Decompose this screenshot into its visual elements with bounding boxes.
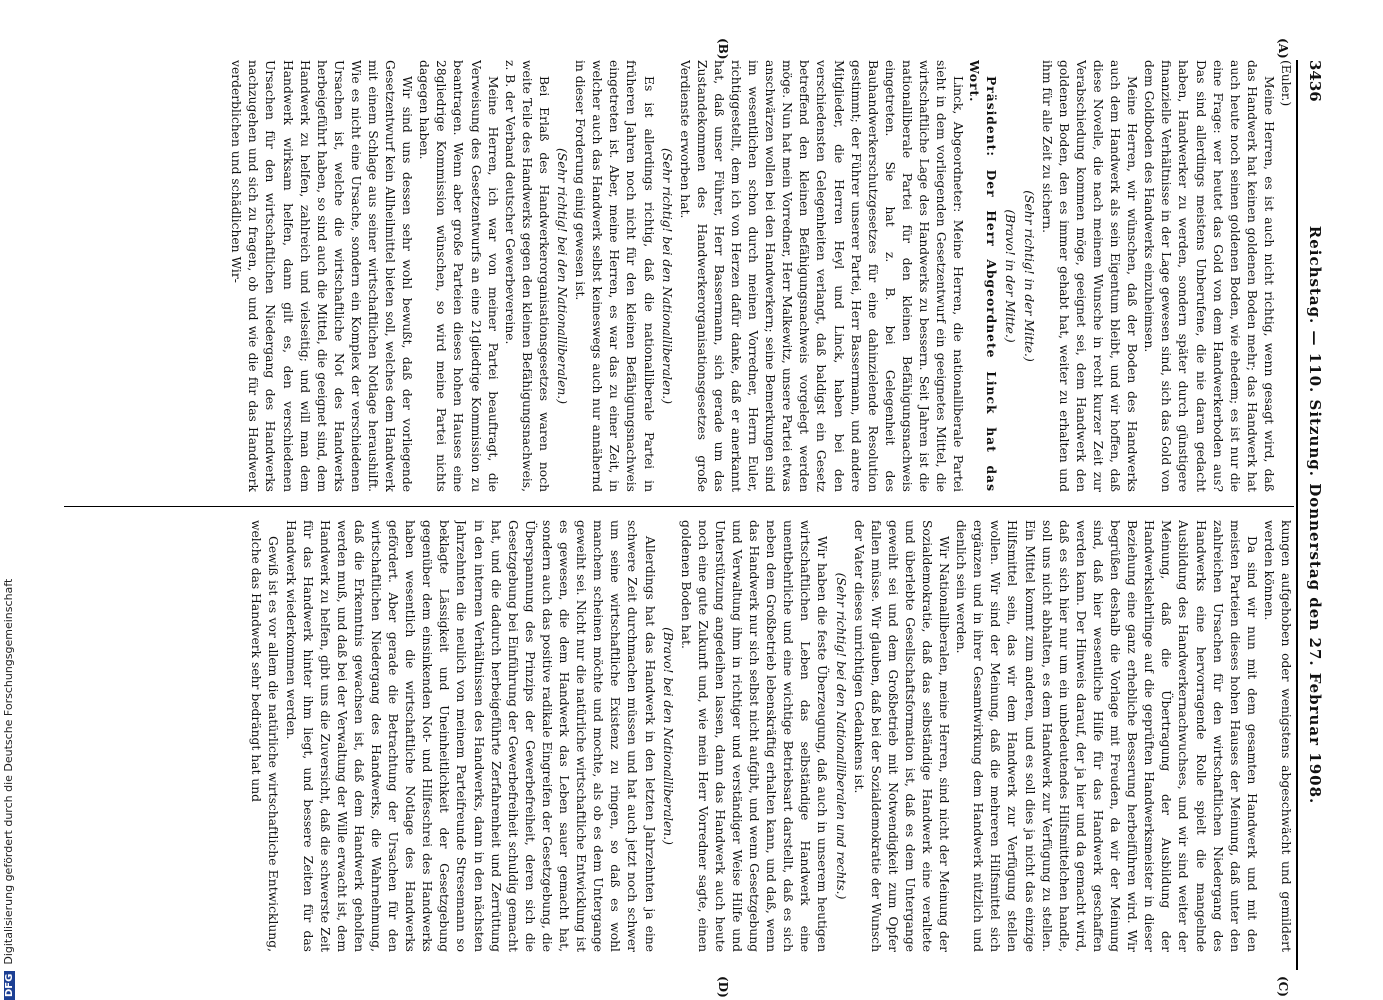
paragraph: Bei Erlaß des Handwerkerorganisationsgesetzes waren noch weite Teile des Handwerks gegen den kleinen Befähigungsnachweis, z. B. der Verband deutscher Gewerbevereine. — [502, 60, 551, 492]
column-rule — [64, 506, 1294, 507]
paragraph: Wir haben die feste Überzeugung, daß auch in unserem heutigen wirtschaftlichen Leben das selbständige Handwerk eine unentbehrliche und eine wichtige Betriebsart darstellt, daß es sich neben dem Großbetrieb lebenskräftig erhalten kann, und daß, wenn das Handwerk nur sich selbst nicht aufgibt, und wenn Gesetzgebung und Verwaltung ihm in richtiger und verständiger Weise Hilfe und Unterstützung angedeihen lassen, dann das Handwerk auch heute noch eine gute Zukunft und, wie mein Herr Vorredner sagte, einen goldenen Boden hat. — [678, 520, 830, 952]
funding-footer — [2, 0, 22, 1000]
funding-note: Digitalisierung gefördert durch die Deutsche Forschungsgemeinschaft — [2, 578, 15, 965]
paragraph: Linck, Abgeordneter: Meine Herren, die nationalliberale Partei sieht in dem vorliegenden Gesetzentwurf ein geeignetes Mittel, die wirtschaftliche Lage des Handwerks zu bessern. Seit Jahren ist die nationalliberale Partei für den kleinen Befähigungsnachweis eingetreten. Sie hat z. B. bei Gelegenheit des Bauhandwerkerschutzgesetzes für eine dahinzielende Resolution gestimmt; der Führer unserer Partei, Herr Bassermann, und andere Mitglieder, die Herren Heyl und Linck, haben bei den verschiedensten Gelegenheiten verlangt, daß baldigst ein Gesetz betreffend den kleinen Befähigungsnachweis vorgelegt werden möge. Nun hat mein Vorredner, Herr Malkewitz, unsere Partei etwas anschwärzen wollen bei den Handwerkern; seine Bemerkungen sind im wesentlichen schon durch meinen Vorredner, Herrn Euler, richtiggestellt, dem ich von Herzen dafür danke, daß er anerkannt hat, daß unser Führer, Herr Bassermann, sich gerade um das Zustandekommen des Handwerkerorganisationsgesetzes große Verdienste erworben hat. — [677, 60, 966, 492]
stage-direction: (Sehr richtig! bei den Nationalliberalen.) — [659, 147, 674, 404]
paragraph: kungen aufgehoben oder wenigstens abgeschwächt und gemildert werden können. — [1261, 520, 1293, 952]
margin-marker-b: (B) — [716, 38, 730, 60]
paragraph: Allerdings hat das Handwerk in den letzten Jahrzehnten ja eine schwere Zeit durchmachen müssen und hat auch jetzt noch schwer um seine wirtschaftliche Existenz zu ringen, so daß es wohl manchem scheinen möchte und mochte, als ob es dem Untergange geweiht sei. Nicht nur die natürliche wirtschaftliche Entwicklung ist es gewesen, die dem Handwerk das Leben sauer gemacht hat, sondern auch das positive radikale Eingreifen der Gesetzgebung, die Überspannung des Prinzips der Gewerbefreiheit, deren sich die Gesetzgebung bei Einführung der Gewerbefreiheit schuldig gemacht hat, und die dadurch herbeigeführte Zerfahrenheit und Zerrüttung in den internen Verhältnissen des Handwerks, dann in den nächsten Jahrzehnten die neulich von meinem Parteifreunde Stresemann so beklagte Lässigkeit und Uneinheitlichkeit der Gesetzgebung gegenüber dem einsinkenden Not- und Hilfeschrei des Handwerks haben wesentlich die wirtschaftliche Notlage des Handwerks gefördert. Aber gerade die Betrachtung der Ursachen für den wirtschaftlichen Niedergang des Handwerks, die Wahrnehmung, daß die Erkenntnis gewachsen ist, daß dem Handwerk geholfen werden muß, und daß bei der Verwaltung der Wille erwacht ist, dem Handwerk zu helfen, gibt uns die Zuversicht, daß die schwerste Zeit für das Handwerk hinter ihm liegt, und bessere Zeiten für das Handwerk wiederkommen werden. — [283, 520, 657, 952]
right-column — [64, 520, 1294, 952]
paragraph: Es ist allerdings richtig, daß die nationalliberale Partei in früheren Jahren noch nicht für den kleinen Befähigungsnachweis eingetreten ist. Aber, meine Herren, es war das zu einer Zeit, in welcher auch das Handwerk selbst keineswegs auch nur annähernd in dieser Forderung einig gewesen ist. — [573, 60, 656, 492]
paragraph: Wir sind uns dessen sehr wohl bewußt, daß der vorliegende Gesetzentwurf kein Allheilmittel bieten soll, welches dem Handwerk mit einem Schlage aus seiner wirtschaftlichen Notlage heraushilft. Wie es nicht eine Ursache, sondern ein Komplex der verschiedenen Ursachen ist, welche die wirtschaftliche Not des Handwerks herbeigeführt haben, so sind auch die Mittel, die geeignet sind, dem Handwerk zu helfen, zahlreich und vielseitig; und will man dem Handwerk wirksam helfen, dann gilt es, den verschiedenen Ursachen für den wirtschaftlichen Niedergang des Handwerks nachzugehen und sich zu fragen, ob und wie die für das Handwerk verderblichen und schädlichen Wir- — [229, 60, 415, 492]
margin-marker-d: (D) — [716, 976, 730, 998]
header-rule — [1296, 60, 1298, 970]
margin-marker-a: (A) — [1276, 38, 1290, 59]
stage-direction: (Bravo! in der Mitte.) — [1003, 209, 1018, 343]
running-head: Reichstag. — 110. Sitzung. Donnerstag den 27. Februar 1908. — [1306, 225, 1324, 805]
speaker-tag: (Euler.) — [1279, 60, 1293, 107]
paragraph: Gewiß ist es vor allem die natürliche wirtschaftliche Entwicklung, welche das Handwerk sehr bedrängt hat und — [249, 520, 281, 952]
paragraph: Meine Herren, es ist auch nicht richtig, wenn gesagt wird, daß das Handwerk hat keinen goldenen Boden mehr; das Handwerk hat auch heute noch seinen goldenen Boden, wie ehedem; es ist nur die eine Frage: wer heutet das Gold von dem Handwerkerboden aus? Das sind allerdings meistens Unberufene, die nie daran gedacht haben, Handwerker zu werden, sondern später durch günstigere finanzielle Verhältnisse in der Lage gewesen sind, sich das Gold von dem Goldboden des Handwerks einzuheimsen. — [1142, 60, 1276, 492]
page-number: 3436 — [1306, 60, 1324, 102]
footer-strip — [2, 0, 22, 1000]
margin-marker-c: (C) — [1276, 976, 1290, 997]
paragraph: Da sind wir nun mit dem gesamten Handwerk und mit den meisten Parteien dieses hohen Hauses der Meinung, daß unter den zahlreichen Ursachen für den wirtschaftlichen Niedergang des Handwerks eine hervorragende Rolle spielt die mangelnde Ausbildung des Handwerkernachwuchses, und wir sind weiter der Meinung, daß die Übertragung der Ausbildung der Handwerkslehrlinge auf die geprüften Handwerksmeister in dieser Beziehung eine ganz erhebliche Besserung herbeiführen wird. Wir begrüßen deshalb die Vorlage mit Freuden, da wir der Meinung sind, daß hier wesentliche Hilfe für das Handwerk geschaffen werden kann. Der Hinweis darauf, der ja hier und da gemacht wird, daß es sich hier nur um ein unbedeutendes Hilfsmittelchen handle, soll uns nicht abhalten, es dem Handwerk zur Verfügung zu stellen. Ein Mittel kommt zum anderen, und es soll dies ja nicht das einzige Hilfsmittel sein, das wir dem Handwerk zur Verfügung stellen wollen. Wir sind der Meinung, daß die mehreren Hilfsmittel sich ergänzen und in ihrer Gesamtwirkung dem Handwerk nützlich und dienlich sein werden. — [954, 520, 1259, 952]
paragraph: Meine Herren, ich war von meiner Partei beauftragt, die Verweisung des Gesetzentwurfs an eine 21gliedrige Kommission zu beantragen. Wenn aber große Parteien dieses hohen Hauses eine 28gliedrige Kommission wünschen, so wird meine Partei nichts dagegen haben. — [417, 60, 500, 492]
stage-direction: (Sehr richtig! bei den Nationalliberalen.) — [555, 147, 570, 404]
stage-direction: (Bravo! bei den Nationalliberalen.) — [660, 627, 675, 845]
stage-direction: (Sehr richtig! bei den Nationalliberalen und rechts.) — [833, 572, 848, 900]
dfg-logo: DFG — [4, 971, 15, 1000]
rotated-document-page — [50, 38, 1330, 998]
paragraph: Meine Herren, wir wünschen, daß der Boden des Handwerks auch dem Handwerk als sein Eigentum bleibt, und wir hoffen, daß diese Novelle, die nach meinem Wunsche in recht kurzer Zeit zur Verabschiedung kommen möge, geeignet sei, dem Handwerk den goldenen Boden, den es immer gehabt hat, weiter zu erhalten und ihm für alle Zeit zu sichern. — [1039, 60, 1140, 492]
page-header — [1300, 60, 1330, 970]
president-statement: Präsident: Der Herr Abgeordnete Linck hat das Wort. — [967, 60, 1000, 492]
left-column — [64, 60, 1294, 492]
stage-direction: (Sehr richtig! in der Mitte.) — [1021, 190, 1036, 362]
paragraph: Wir Nationalliberalen, meine Herren, sind nicht der Meinung der Sozialdemokratie, daß das selbständige Handwerk eine veraltete und überlebte Gesellschaftsformation ist, daß es dem Untergange geweiht sei und dem Großbetrieb mit Notwendigkeit zum Opfer fallen müsse. Wir glauben, daß bei der Sozialdemokratie der Wunsch der Vater dieses unrichtigen Gedankens ist. — [851, 520, 952, 952]
